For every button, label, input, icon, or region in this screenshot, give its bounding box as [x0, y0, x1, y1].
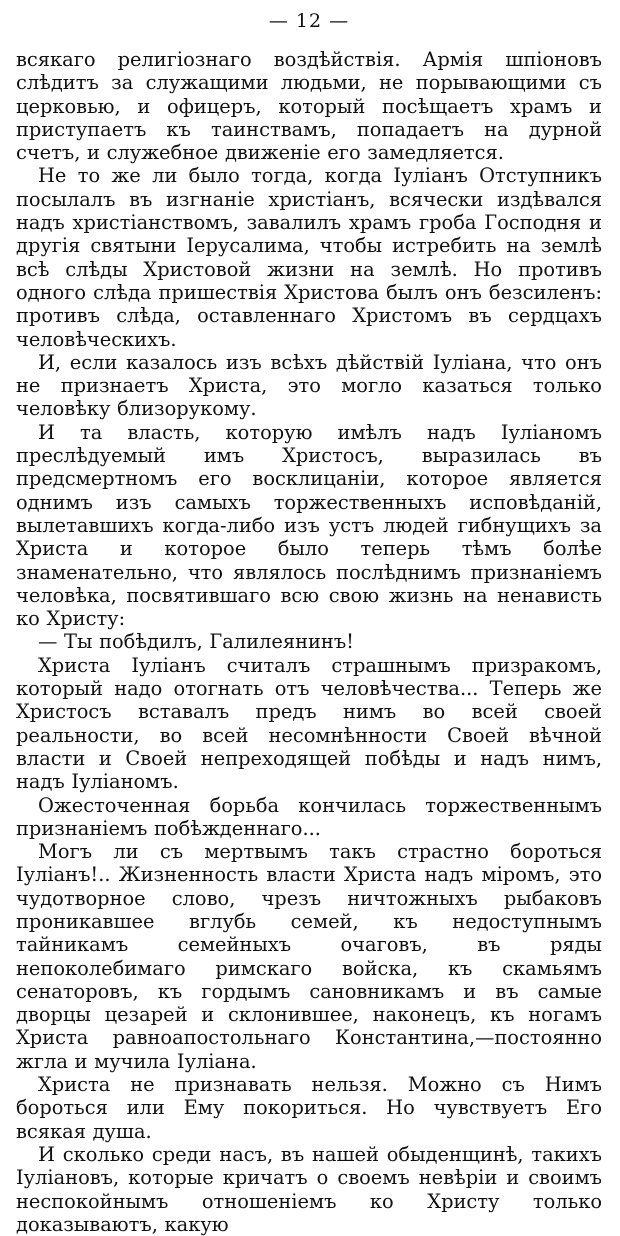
- page-number: — 12 —: [268, 10, 350, 32]
- paragraph-3: И, если казалось изъ всѣхъ дѣйствiй Iулiана, что онъ не признаетъ Христа, это могло казаться только человѣку близорукому.: [16, 350, 602, 421]
- quote-line: — Ты побѣдилъ, Галилеянинъ!: [38, 630, 354, 654]
- paragraph-1: всякаго религiознаго воздѣйствiя. Армiя шпiоновъ слѣдитъ за служащими людьми, не порывающими съ церковью, и офицеръ, который посѣщаетъ храмъ и приступаетъ къ таинствамъ, попадаетъ на дурной счетъ, и служебное движенiе его замедляется.: [16, 48, 602, 165]
- paragraph-4: И та власть, которую имѣлъ надъ Iулiаномъ преслѣдуемый имъ Христосъ, выразилась въ предсмертномъ его восклицанiи, которое является однимъ изъ самыхъ торжественныхъ исповѣданiй, вылетавшихъ когда-либо изъ устъ людей гибнущихъ за Христа и которое было теперь тѣмъ болѣе знаменательно, что являлось послѣднимъ признанiемъ человѣка, посвятившаго всю свою жизнь на ненависть ко Христу:: [16, 420, 602, 631]
- paragraph-8: Христа не признавать нельзя. Можно съ Нимъ бороться или Ему покориться. Но чувствуетъ Его всякая душа.: [16, 1073, 602, 1143]
- paragraph-9: И сколько среди насъ, въ нашей обыденщинѣ, такихъ Iулiановъ, которые кричатъ о своемъ невѣрiи и своимъ неспокойнымъ отношенiемъ ко Христу только доказываютъ, какую: [16, 1142, 602, 1236]
- paragraph-6: Ожесточенная борьба кончилась торжественнымъ признанiемъ побѣжденнаго...: [16, 793, 602, 840]
- paragraph-7: Могъ ли съ мертвымъ такъ страстно бороться Iулiанъ!.. Жизненность власти Христа надъ мiромъ, это чудотворное слово, чрезъ ничтожныхъ рыбаковъ проникавшее вглубь семей, къ недоступнымъ тайникамъ семейныхъ очаговъ, въ ряды непоколебимаго римскаго войска, къ скамьямъ сенаторовъ, къ гордымъ сановникамъ и въ самые дворцы цезарей и склонившее, наконецъ, къ ногамъ Христа равноапостольнаго Константина,—постоянно жгла и мучила Iулiана.: [16, 840, 602, 1073]
- page-body: [16, 48, 602, 1236]
- paragraph-5: Христа Iулiанъ считалъ страшнымъ призракомъ, который надо отогнать отъ человѣчества... Теперь же Христосъ вставалъ предъ нимъ во всей своей реальности, во всей несомнѣнности Своей вѣчной власти и Своей непреходящей побѣды и надъ нимъ, надъ Iулiаномъ.: [16, 653, 602, 794]
- paragraph-2: Не то же ли было тогда, когда Iулiанъ Отступникъ посылалъ въ изгнанiе христiанъ, всячески издѣвался надъ христiанствомъ, завалилъ храмъ гроба Господня и другiя святыни Iерусалима, чтобы истребить на землѣ всѣ слѣды Христовой жизни на землѣ. Но противъ одного слѣда пришествiя Христова былъ онъ безсиленъ: противъ слѣда, оставленнаго Христомъ въ сердцахъ человѣческихъ.: [16, 164, 602, 351]
